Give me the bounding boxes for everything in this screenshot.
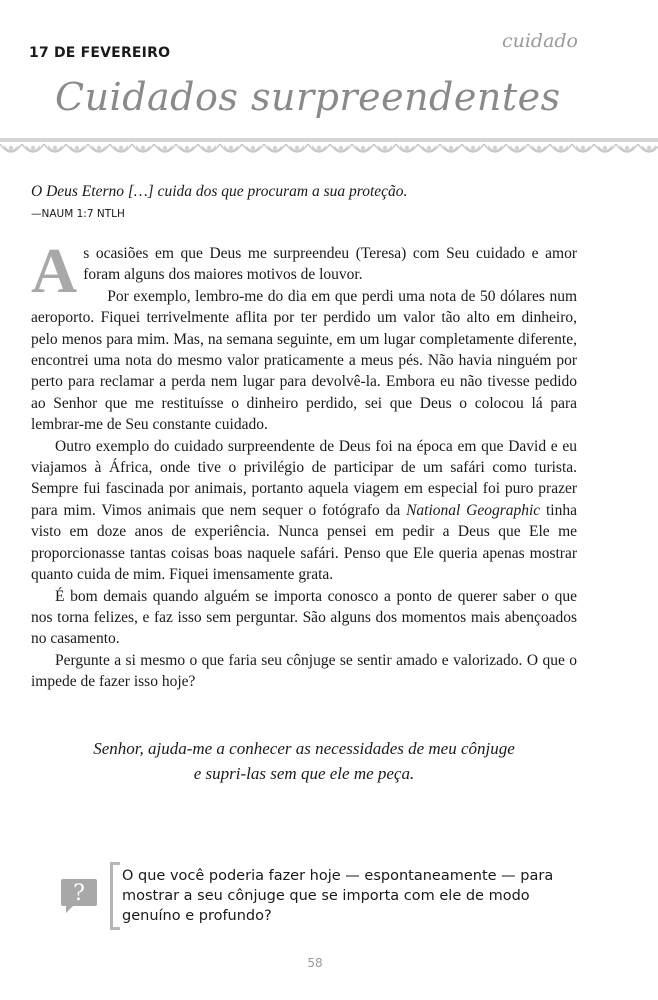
epigraph: O Deus Eterno […] cuida dos que procuram a sua proteção. <box>31 183 408 200</box>
page-number: 58 <box>307 956 323 970</box>
question-bracket <box>110 862 120 930</box>
question-text: O que você poderia fazer hoje — espontaneamente — para mostrar a seu cônjuge que se importa com ele de modo genuíno e profundo? <box>122 868 554 924</box>
question-mark-glyph: ? <box>73 881 85 906</box>
paragraph-2: Por exemplo, lembro-me do dia em que perdi uma nota de 50 dólares num aeroporto. Fiquei terrivelmente aflita por ter perdido um valor tão alto em dinheiro, pelo menos para mim. Mas, na semana seguinte, em um lugar completamente diferente, encontrei uma nota do mesmo valor praticamente a meus pés. Não havia ninguém por perto para reclamar a perda nem lugar para devolvê-la. Embora eu não tivesse pedido ao Senhor que me restituísse o dinheiro perdido, sei que Deus o colocou lá para lembrar-me de Seu constante cuidado. <box>31 287 577 434</box>
paragraph-4: É bom demais quando alguém se importa conosco a ponto de querer saber o que nos torna felizes, e faz isso sem perguntar. São alguns dos momentos mais abençoados no casamento. <box>31 587 577 648</box>
paragraph-3-text-b: tinha visto em doze anos de experiência. Nunca pensei em pedir a Deus que Ele me proporcionasse tantas coisas boas naquele safári. Penso que Ele queria apenas mostrar quanto cuida de mim. Fiquei imensamente grata. <box>31 501 577 584</box>
paragraph-1-text: s ocasiões em que Deus me surpreendeu (Teresa) com Seu cuidado e amor foram alguns dos maiores motivos de louvor. <box>83 245 577 284</box>
date-heading: 17 DE FEVEREIRO <box>29 45 171 61</box>
magazine-title: National Geographic <box>406 501 541 519</box>
epigraph-reference: —NAUM 1:7 NTLH <box>31 208 125 220</box>
paragraph-1 <box>31 235 577 306</box>
devotional-body <box>31 235 577 693</box>
closing-prayer <box>31 736 577 786</box>
lace-border-ornament <box>0 138 658 164</box>
question-bubble-icon <box>60 878 98 914</box>
running-head: cuidado <box>501 30 578 52</box>
page-title: Cuidados surpreendentes <box>55 75 561 119</box>
paragraph-3-text-a: Outro exemplo do cuidado surpreendente de Deus foi na época em que David e eu viajamos à África, onde tive o privilégio de participar de um safári como turista. Sempre fui fascinada por animais, portanto aquela viagem em especial foi puro prazer para mim. Vimos animais que nem sequer o fotógrafo da <box>31 437 577 519</box>
reflection-question-box <box>58 862 598 930</box>
drop-cap: A <box>31 235 78 306</box>
prayer-line-2: e supri-las sem que ele me peça. <box>193 764 415 783</box>
paragraph-5: Pergunte a si mesmo o que faria seu cônjuge se sentir amado e valorizado. O que o impede de fazer isso hoje? <box>31 651 577 691</box>
prayer-line-1: Senhor, ajuda-me a conhecer as necessidades de meu cônjuge <box>93 739 515 758</box>
paragraph-3 <box>31 436 577 586</box>
